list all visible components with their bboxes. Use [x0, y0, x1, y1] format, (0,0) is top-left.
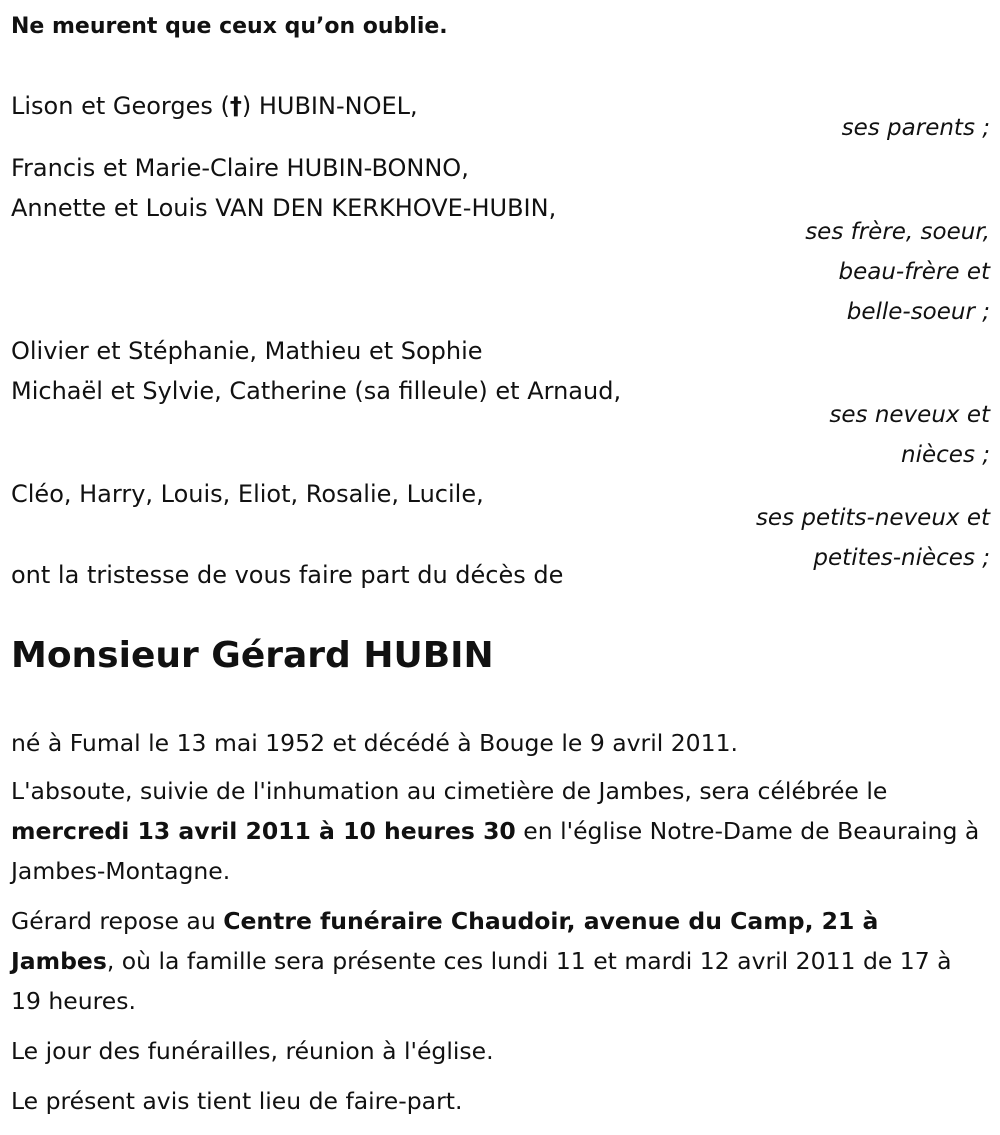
ceremony-paragraph [11, 771, 986, 891]
rest-paragraph [11, 901, 986, 1021]
siblings-line-1: Francis et Marie-Claire HUBIN-BONNO, [11, 154, 469, 182]
notice-paragraph: Le présent avis tient lieu de faire-part. [11, 1087, 463, 1115]
ceremony-date: mercredi 13 avril 2011 à 10 heures 30 [11, 817, 516, 845]
nephews-role [829, 395, 990, 475]
siblings-role [805, 212, 990, 332]
siblings-line-2: Annette et Louis VAN DEN KERKHOVE-HUBIN, [11, 194, 557, 222]
announcement-line: ont la tristesse de vous faire part du décès de [11, 561, 564, 589]
grandnephews-role-line: ses petits-neveux et [755, 505, 990, 531]
cross-icon: † [229, 92, 242, 120]
parents-prefix: Lison et Georges ( [11, 92, 230, 120]
parents-line [11, 91, 418, 121]
funeral-home-address: Centre funéraire Chaudoir, avenue du Camp, 21 à Jambes [11, 907, 879, 975]
parents-role [842, 108, 990, 148]
deceased-name: Monsieur Gérard HUBIN [11, 635, 494, 676]
rest-text-after: , où la famille sera présente ces lundi 11 et mardi 12 avril 2011 de 17 à 19 heures. [11, 947, 952, 1015]
ceremony-text-before: L'absoute, suivie de l'inhumation au cimetière de Jambes, sera célébrée le [11, 777, 888, 805]
birth-death-paragraph: né à Fumal le 13 mai 1952 et décédé à Bouge le 9 avril 2011. [11, 729, 739, 757]
siblings-role-line: beau-frère et [838, 259, 990, 285]
meeting-paragraph: Le jour des funérailles, réunion à l'église. [11, 1037, 494, 1065]
siblings-role-line: belle-soeur ; [846, 299, 990, 325]
grandnephews-role [756, 498, 990, 578]
motto: Ne meurent que ceux qu’on oublie. [11, 14, 448, 39]
ceremony-text-after: en l'église Notre-Dame de Beauraing à Jambes-Montagne. [11, 817, 980, 885]
siblings-role-line: ses frère, soeur, [805, 219, 990, 245]
nephews-line-1: Olivier et Stéphanie, Mathieu et Sophie [11, 337, 483, 365]
grandnephews-role-line: petites-nièces ; [813, 545, 990, 571]
nephews-line-2: Michaël et Sylvie, Catherine (sa filleule) et Arnaud, [11, 377, 622, 405]
parents-suffix: ) HUBIN-NOEL, [241, 92, 418, 120]
rest-text-before: Gérard repose au [11, 907, 224, 935]
nephews-role-line: nièces ; [901, 442, 990, 468]
grandnephews-line: Cléo, Harry, Louis, Eliot, Rosalie, Lucile, [11, 480, 484, 508]
nephews-role-line: ses neveux et [829, 402, 990, 428]
parents-role-text: ses parents ; [841, 115, 990, 141]
